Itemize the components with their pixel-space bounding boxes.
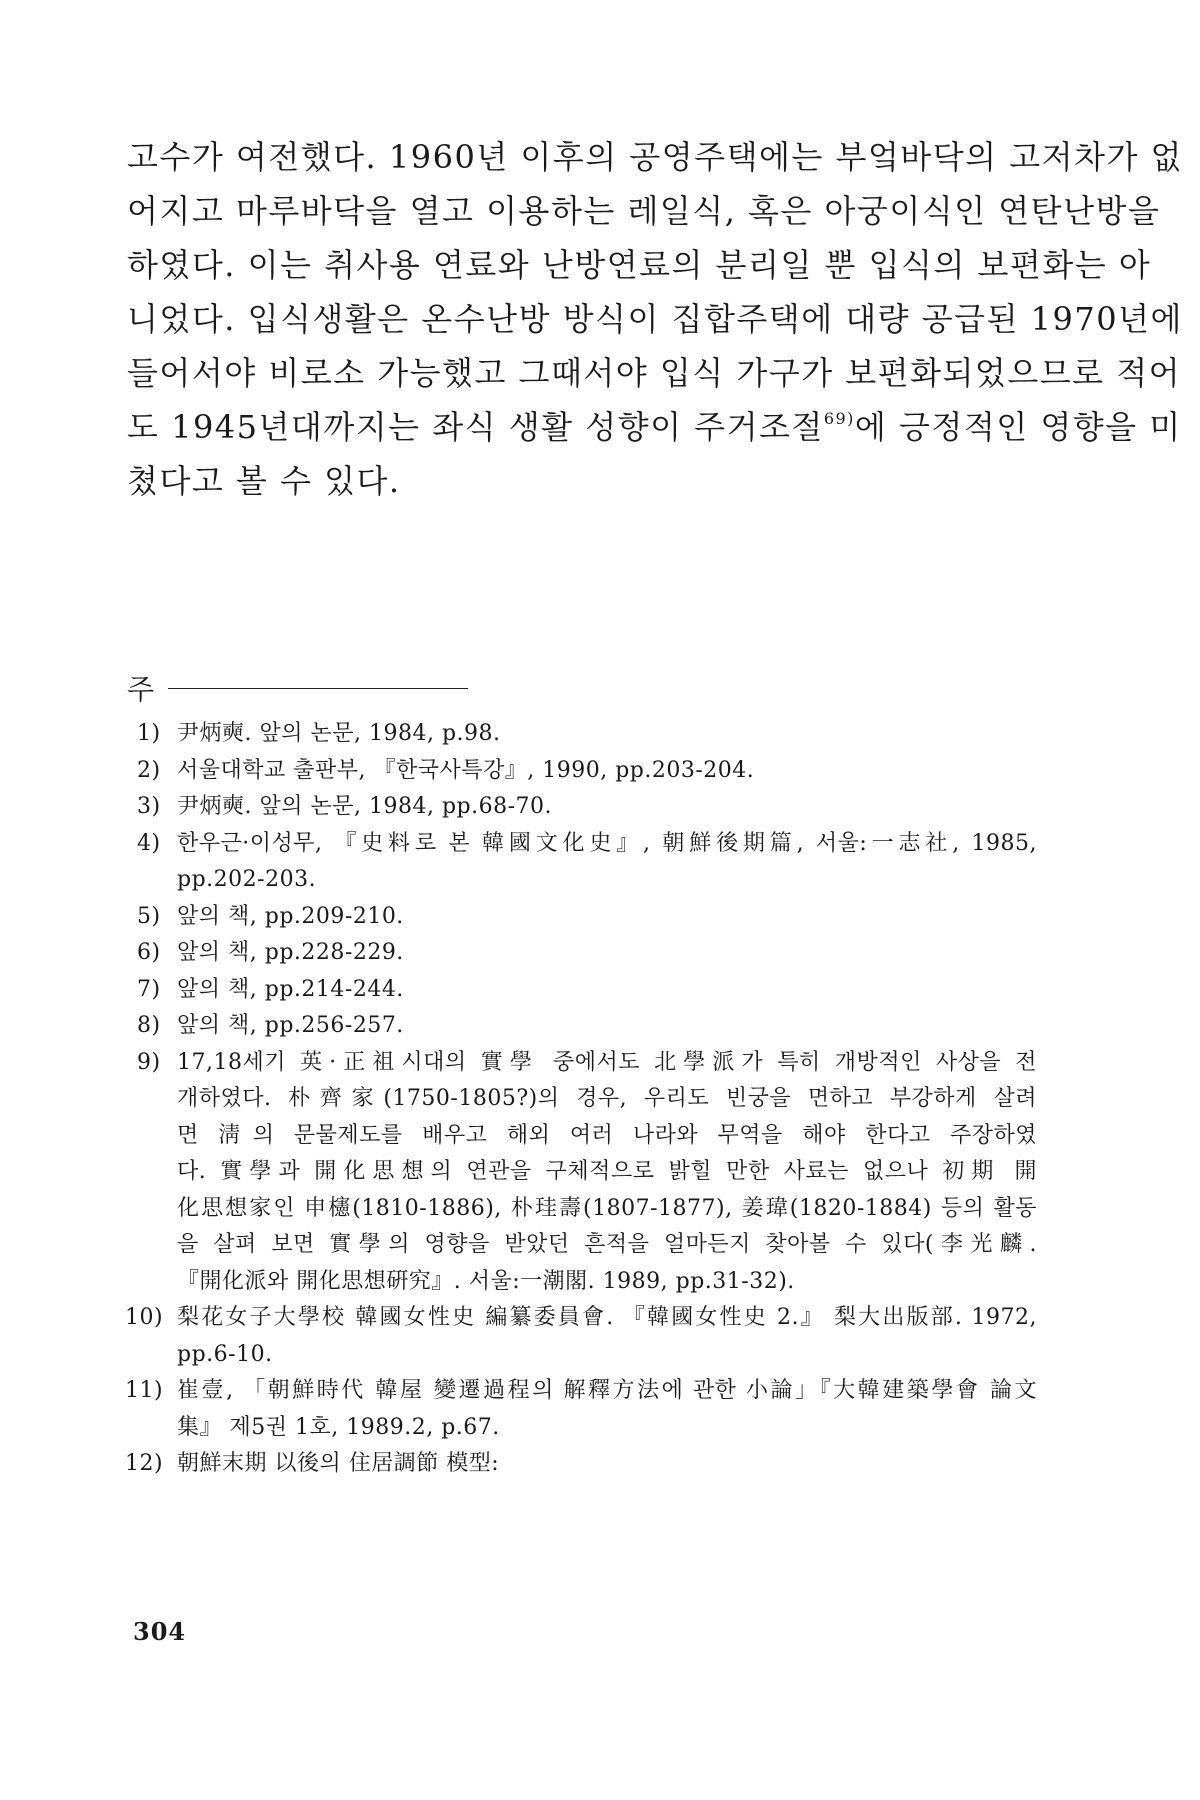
footnote-text: pp.202-203. [177,867,317,892]
body-line: 니었다. 입식생활은 온수난방 방식이 집합주택에 대량 공급된 1970년에 [127,300,1183,338]
footnote-text: 集』 제5권 1호, 1989.2, p.67. [177,1414,500,1440]
footnote-number: 3) [137,794,161,819]
footnote-item [137,716,1037,753]
body-line-with-footnote-ref [127,400,1182,454]
footnote-text: 서울대학교 출판부, 『한국사특강』, 1990, pp.203-204. [177,757,755,783]
footnote-item [137,899,1037,936]
footnote-text: 化思想家인 申櫶(1810-1886), 朴珪壽(1807-1877), 姜瑋(1820-1884) 등의 활동 [177,1195,1037,1221]
footnote-text: 다. 實學과 開化思想의 연관을 구체적으로 밝힐 만한 사료는 없으나 初期 開 [177,1159,1037,1184]
footnote-item [137,753,1037,790]
footnote-text: 앞의 책, pp.256-257. [177,1013,404,1038]
footnote-text: 朝鮮末期 以後의 住居調節 模型: [177,1451,500,1476]
footnote-text: 梨花女子大學校 韓國女性史 編纂委員會. 『韓國女性史 2.』 梨大出版部. 1972, [177,1305,1037,1330]
footnote-number: 8) [137,1013,161,1038]
footnote-text: pp.6-10. [177,1341,273,1367]
footnote-text: 앞의 책, pp.209-210. [177,903,404,929]
footnote-text: 개하였다. 朴齊家(1750-1805?)의 경우, 우리도 빈궁을 면하고 부강하게 살려 [177,1086,1037,1111]
footnote-item [137,935,1037,972]
footnote-item [137,972,1037,1009]
body-line: 들어서야 비로소 가능했고 그때서야 입식 가구가 보편화되었으므로 적어 [127,354,1182,392]
footnote-item [137,826,1037,899]
footnote-number: 7) [137,976,161,1002]
footnote-number: 9) [137,1049,161,1075]
body-paragraph [127,130,1183,508]
footnote-reference: 69) [823,409,855,428]
footnote-number: 10) [125,1305,164,1330]
footnote-item [137,789,1037,826]
body-line-text: 도 1945년대까지는 좌식 생활 성향이 주거조절 [127,408,824,446]
footnotes-label: 주 [127,673,155,706]
footnote-item [137,1045,1037,1301]
footnote-text: 尹炳奭. 앞의 논문, 1984, p.98. [177,721,501,746]
footnote-text: 尹炳奭. 앞의 논문, 1984, pp.68-70. [177,794,553,819]
body-line: 고수가 여전했다. 1960년 이후의 공영주택에는 부엌바닥의 고저차가 없 [127,138,1183,176]
footnotes-header [127,668,468,708]
footnote-number: 5) [137,903,161,929]
footnote-text: 한우근·이성무, 『史料로 본 韓國文化史』, 朝鮮後期篇, 서울:一志社, 1985, [177,830,1037,856]
footnotes-list [125,716,1037,1483]
footnote-number: 11) [125,1378,164,1403]
footnote-text: 17,18세기 英·正祖시대의 實學 중에서도 北學派가 특히 개방적인 사상을 전 [177,1049,1037,1075]
body-line-text: 에 긍정적인 영향을 미 [854,408,1182,446]
footnote-text: 앞의 책, pp.214-244. [177,976,404,1002]
footnote-item [125,1373,1037,1446]
body-line: 하였다. 이는 취사용 연료와 난방연료의 분리일 뿐 입식의 보편화는 아 [127,246,1152,284]
footnote-text: 을 살펴 보면 實學의 영향을 받았던 흔적을 얼마든지 찾아볼 수 있다(李光麟. [177,1232,1037,1257]
footnote-number: 6) [137,940,161,965]
body-line: 쳤다고 볼 수 있다. [127,462,401,500]
footnote-text: 崔壹, 「朝鮮時代 韓屋 變遷過程의 解釋方法에 관한 小論」『大韓建築學會 論文 [177,1378,1037,1403]
footnote-text: 면 淸의 문물제도를 배우고 해외 여러 나라와 무역을 해야 한다고 주장하였 [177,1122,1037,1148]
footnote-item [125,1446,1037,1483]
footnote-text: 앞의 책, pp.228-229. [177,940,404,965]
footnote-text: 『開化派와 開化思想硏究』. 서울:一潮閣. 1989, pp.31-32). [177,1268,795,1294]
footnotes-rule [168,688,468,689]
footnote-item [137,1008,1037,1045]
footnote-number: 4) [137,830,161,856]
footnote-number: 12) [125,1451,164,1476]
footnote-number: 1) [137,721,161,746]
page-number: 304 [133,1617,187,1646]
footnote-number: 2) [137,757,161,783]
body-line: 어지고 마루바닥을 열고 이용하는 레일식, 혹은 아궁이식인 연탄난방을 [127,192,1161,230]
footnote-item [125,1300,1037,1373]
